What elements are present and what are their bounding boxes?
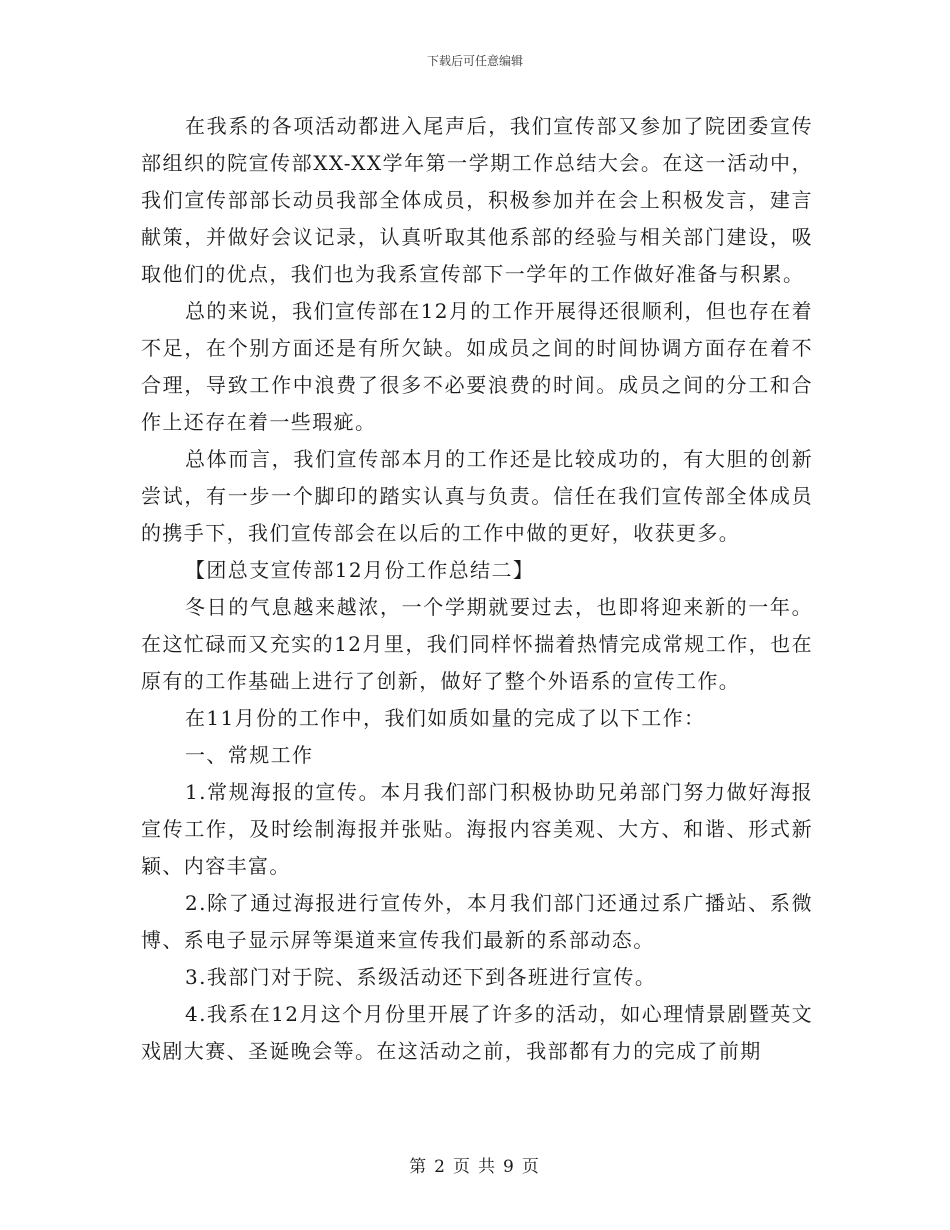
footer-current-page: 2 — [434, 1157, 447, 1177]
list-item-2: 2.除了通过海报进行宣传外，本月我们部门还通过系广播站、系微博、系电子显示屏等渠道来宣传我们最新的系部动态。 — [141, 891, 813, 952]
paragraph-6: 在11月份的工作中，我们如质如量的完成了以下工作： — [185, 706, 706, 730]
footer-total-prefix: 共 — [478, 1157, 497, 1177]
section-heading: 【团总支宣传部12月份工作总结二】 — [185, 558, 535, 582]
paragraph-5: 冬日的气息越来越浓，一个学期就要过去，也即将迎来新的一年。在这忙碌而又充实的12月里，我们同样怀揣着热情完成常规工作，也在原有的工作基础上进行了创新，做好了整个外语系的宣传工作。 — [141, 595, 813, 693]
list-item-4: 4.我系在12月这个月份里开展了许多的活动，如心理情景剧暨英文戏剧大赛、圣诞晚会等。在这活动之前，我部都有力的完成了前期 — [141, 1002, 813, 1063]
paragraph-1: 在我系的各项活动都进入尾声后，我们宣传部又参加了院团委宣传部组织的院宣传部XX-XX学年第一学期工作总结大会。在这一活动中，我们宣传部部长动员我部全体成员，积极参加并在会上积极发言，建言献策，并做好会议记录，认真听取其他系部的经验与相关部门建设，吸取他们的优点，我们也为我系宣传部下一学年的工作做好准备与积累。 — [141, 114, 813, 286]
page-footer — [0, 1152, 950, 1177]
footer-page-word: 页 — [453, 1157, 472, 1177]
subheading-routine-work: 一、常规工作 — [185, 743, 314, 767]
page-header-note: 下载后可任意编辑 — [426, 54, 523, 68]
footer-total-pages: 9 — [503, 1157, 516, 1177]
footer-prefix: 第 — [409, 1157, 429, 1177]
footer-suffix: 页 — [521, 1157, 541, 1177]
paragraph-2: 总的来说，我们宣传部在12月的工作开展得还很顺利，但也存在着不足，在个别方面还是有所欠缺。如成员之间的时间协调方面存在着不合理，导致工作中浪费了很多不必要浪费的时间。成员之间的分工和合作上还存在着一些瑕疵。 — [141, 299, 813, 434]
paragraph-3: 总体而言，我们宣传部本月的工作还是比较成功的，有大胆的创新尝试，有一步一个脚印的踏实认真与负责。信任在我们宣传部全体成员的携手下，我们宣传部会在以后的工作中做的更好，收获更多。 — [141, 447, 813, 545]
list-item-3: 3.我部门对于院、系级活动还下到各班进行宣传。 — [185, 965, 657, 989]
document-body — [141, 108, 813, 1070]
list-item-1: 1.常规海报的宣传。本月我们部门积极协助兄弟部门努力做好海报宣传工作，及时绘制海报并张贴。海报内容美观、大方、和谐、形式新颖、内容丰富。 — [141, 780, 813, 878]
